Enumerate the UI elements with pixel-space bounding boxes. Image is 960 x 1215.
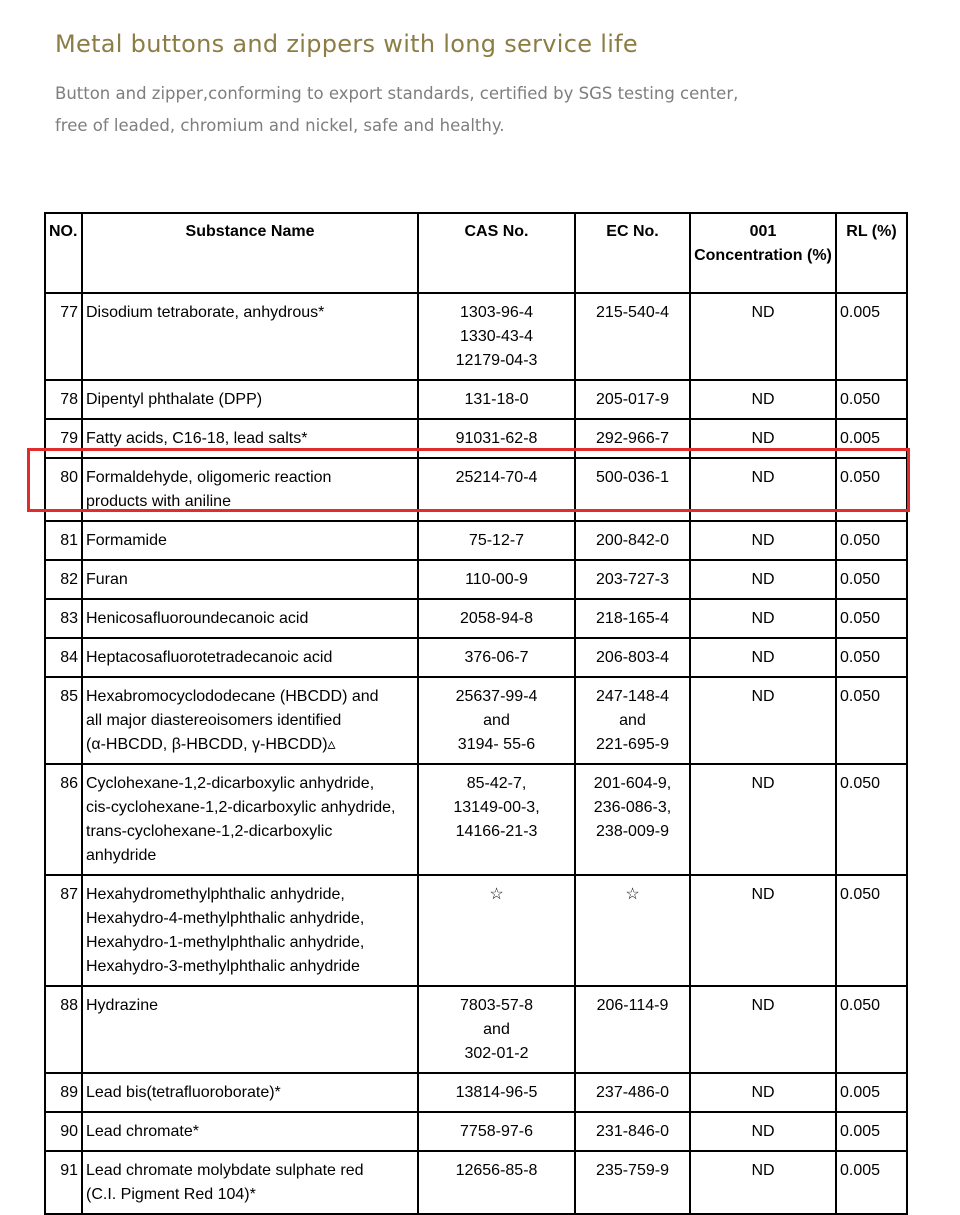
cell-cas-no xyxy=(418,380,575,419)
cell-cas-no xyxy=(418,1112,575,1151)
cell-line: 91031-62-8 xyxy=(455,430,538,447)
cell-line: Formamide xyxy=(86,532,167,549)
subtitle-line: free of leaded, chromium and nickel, safe and healthy. xyxy=(55,116,505,135)
cell-substance-name xyxy=(82,638,418,677)
cell-substance-name xyxy=(82,1112,418,1151)
cell-line: Furan xyxy=(86,571,128,588)
col-header-concentration xyxy=(690,213,836,293)
col-header-substance-name: Substance Name xyxy=(82,213,418,293)
cell-rl: 0.005 xyxy=(836,293,907,380)
table-row xyxy=(45,764,907,875)
cell-concentration: ND xyxy=(690,764,836,875)
table-row xyxy=(45,875,907,986)
cell-line: Henicosafluoroundecanoic acid xyxy=(86,610,309,627)
cell-line: 236-086-3, xyxy=(593,799,672,816)
table-row xyxy=(45,638,907,677)
cell-no: 78 xyxy=(45,380,82,419)
cell-line: and xyxy=(483,712,510,729)
cell-line: 376-06-7 xyxy=(464,649,529,666)
table-row xyxy=(45,986,907,1073)
cell-line: Formaldehyde, oligomeric reaction xyxy=(86,469,332,486)
cell-no: 87 xyxy=(45,875,82,986)
cell-no: 84 xyxy=(45,638,82,677)
cell-no: 88 xyxy=(45,986,82,1073)
page-subtitle xyxy=(55,78,855,142)
cell-rl: 0.050 xyxy=(836,986,907,1073)
substance-table-sheet xyxy=(44,212,906,1215)
cell-rl: 0.005 xyxy=(836,1112,907,1151)
table-row xyxy=(45,1151,907,1214)
table-row xyxy=(45,1073,907,1112)
col-header-line: (%) xyxy=(871,223,897,240)
cell-line: 206-114-9 xyxy=(596,997,669,1014)
cell-line: 200-842-0 xyxy=(596,532,669,549)
cell-cas-no xyxy=(418,986,575,1073)
cell-line: Hexabromocyclododecane (HBCDD) and xyxy=(86,688,379,705)
cell-line: 75-12-7 xyxy=(468,532,525,549)
cell-rl: 0.050 xyxy=(836,521,907,560)
cell-concentration: ND xyxy=(690,458,836,521)
cell-ec-no xyxy=(575,560,690,599)
cell-no: 85 xyxy=(45,677,82,764)
col-header-line: Concentration xyxy=(694,247,803,264)
cell-cas-no xyxy=(418,875,575,986)
cell-cas-no xyxy=(418,293,575,380)
cell-substance-name xyxy=(82,875,418,986)
cell-cas-no xyxy=(418,1151,575,1214)
cell-line: products with aniline xyxy=(86,493,231,510)
cell-line: Fatty acids, C16-18, lead salts* xyxy=(86,430,308,447)
cell-line: and xyxy=(483,1021,510,1038)
table-row-highlighted xyxy=(45,458,907,521)
cell-line: 14166-21-3 xyxy=(455,823,538,840)
cell-line: Cyclohexane-1,2-dicarboxylic anhydride, xyxy=(86,775,375,792)
cell-line: 235-759-9 xyxy=(596,1162,669,1179)
cell-substance-name xyxy=(82,419,418,458)
cell-line: 201-604-9, xyxy=(593,775,672,792)
table-row xyxy=(45,1112,907,1151)
cell-no: 86 xyxy=(45,764,82,875)
cell-ec-no xyxy=(575,764,690,875)
cell-line: (α-HBCDD, β-HBCDD, γ-HBCDD)▵ xyxy=(86,736,336,753)
cell-no: 77 xyxy=(45,293,82,380)
cell-no: 82 xyxy=(45,560,82,599)
col-header-no: NO. xyxy=(45,213,82,293)
cell-cas-no xyxy=(418,419,575,458)
cell-no: 89 xyxy=(45,1073,82,1112)
cell-substance-name xyxy=(82,458,418,521)
cell-ec-no xyxy=(575,419,690,458)
cell-ec-no xyxy=(575,599,690,638)
cell-line: Lead chromate molybdate sulphate red xyxy=(86,1162,364,1179)
cell-line: and xyxy=(619,712,646,729)
cell-line: Dipentyl phthalate (DPP) xyxy=(86,391,263,408)
table-row xyxy=(45,293,907,380)
cell-ec-no xyxy=(575,1151,690,1214)
table-row xyxy=(45,380,907,419)
cell-rl: 0.005 xyxy=(836,1151,907,1214)
cell-concentration: ND xyxy=(690,875,836,986)
cell-concentration: ND xyxy=(690,521,836,560)
cell-cas-no xyxy=(418,560,575,599)
cell-cas-no xyxy=(418,677,575,764)
cell-line: 25637-99-4 xyxy=(455,688,538,705)
cell-ec-no xyxy=(575,380,690,419)
cell-cas-no xyxy=(418,521,575,560)
cell-rl: 0.050 xyxy=(836,458,907,521)
table-row xyxy=(45,560,907,599)
cell-line: 238-009-9 xyxy=(596,823,669,840)
cell-cas-no xyxy=(418,458,575,521)
cell-rl: 0.050 xyxy=(836,764,907,875)
cell-concentration: ND xyxy=(690,560,836,599)
cell-line: 7758-97-6 xyxy=(460,1123,533,1140)
cell-substance-name xyxy=(82,764,418,875)
cell-line: 131-18-0 xyxy=(464,391,529,408)
cell-line: 215-540-4 xyxy=(596,304,669,321)
col-header-cas-no: CAS No. xyxy=(418,213,575,293)
cell-line: 221-695-9 xyxy=(596,736,669,753)
cell-rl: 0.050 xyxy=(836,638,907,677)
cell-substance-name xyxy=(82,599,418,638)
cell-line: anhydride xyxy=(86,847,157,864)
cell-ec-no xyxy=(575,458,690,521)
cell-cas-no xyxy=(418,764,575,875)
cell-line: 13814-96-5 xyxy=(455,1084,538,1101)
cell-line: 302-01-2 xyxy=(464,1045,529,1062)
cell-line: Hexahydromethylphthalic anhydride, xyxy=(86,886,345,903)
cell-substance-name xyxy=(82,521,418,560)
cell-line: cis-cyclohexane-1,2-dicarboxylic anhydride, xyxy=(86,799,396,816)
table-row xyxy=(45,677,907,764)
cell-line: 2058-94-8 xyxy=(460,610,533,627)
cell-substance-name xyxy=(82,560,418,599)
cell-no: 90 xyxy=(45,1112,82,1151)
cell-line: 13149-00-3, xyxy=(453,799,540,816)
cell-line: 292-966-7 xyxy=(596,430,669,447)
table-header-row xyxy=(45,213,907,293)
cell-line: Hexahydro-1-methylphthalic anhydride, xyxy=(86,934,365,951)
cell-rl: 0.050 xyxy=(836,560,907,599)
col-header-line: (%) xyxy=(807,247,832,264)
cell-line: Disodium tetraborate, anhydrous* xyxy=(86,304,325,321)
cell-concentration: ND xyxy=(690,1112,836,1151)
cell-ec-no xyxy=(575,638,690,677)
table-body xyxy=(45,293,907,1214)
substance-table xyxy=(44,212,908,1215)
cell-concentration: ND xyxy=(690,677,836,764)
cell-line: 7803-57-8 xyxy=(460,997,533,1014)
cell-line: trans-cyclohexane-1,2-dicarboxylic xyxy=(86,823,333,840)
table-row xyxy=(45,521,907,560)
cell-substance-name xyxy=(82,986,418,1073)
cell-substance-name xyxy=(82,293,418,380)
cell-substance-name xyxy=(82,677,418,764)
cell-line: 218-165-4 xyxy=(596,610,669,627)
cell-line: Lead bis(tetrafluoroborate)* xyxy=(86,1084,281,1101)
cell-line: Hexahydro-4-methylphthalic anhydride, xyxy=(86,910,365,927)
cell-cas-no xyxy=(418,1073,575,1112)
cell-concentration: ND xyxy=(690,599,836,638)
cell-line: 500-036-1 xyxy=(596,469,669,486)
table-row xyxy=(45,419,907,458)
cell-line: 237-486-0 xyxy=(596,1084,669,1101)
cell-substance-name xyxy=(82,1151,418,1214)
cell-line: 85-42-7, xyxy=(466,775,527,792)
cell-concentration: ND xyxy=(690,293,836,380)
cell-concentration: ND xyxy=(690,1073,836,1112)
cell-no: 81 xyxy=(45,521,82,560)
cell-concentration: ND xyxy=(690,380,836,419)
cell-rl: 0.050 xyxy=(836,875,907,986)
cell-concentration: ND xyxy=(690,638,836,677)
subtitle-line: Button and zipper,conforming to export standards, certified by SGS testing center, xyxy=(55,84,739,103)
cell-line: 247-148-4 xyxy=(596,688,669,705)
cell-ec-no xyxy=(575,521,690,560)
cell-substance-name xyxy=(82,380,418,419)
cell-line: Hexahydro-3-methylphthalic anhydride xyxy=(86,958,360,975)
cell-line: 3194- 55-6 xyxy=(457,736,536,753)
col-header-line: 001 xyxy=(749,223,777,240)
cell-rl: 0.050 xyxy=(836,380,907,419)
cell-ec-no xyxy=(575,875,690,986)
cell-ec-no xyxy=(575,293,690,380)
page-title: Metal buttons and zippers with long service life xyxy=(55,30,638,58)
cell-cas-no xyxy=(418,638,575,677)
cell-line: 231-846-0 xyxy=(596,1123,669,1140)
cell-line: 1303-96-4 xyxy=(460,304,533,321)
cell-no: 79 xyxy=(45,419,82,458)
cell-line: 1330-43-4 xyxy=(460,328,533,345)
cell-ec-no xyxy=(575,986,690,1073)
cell-ec-no xyxy=(575,677,690,764)
col-header-line: RL xyxy=(846,223,868,240)
cell-no: 80 xyxy=(45,458,82,521)
cell-rl: 0.050 xyxy=(836,677,907,764)
cell-line: ☆ xyxy=(489,886,504,903)
cell-rl: 0.005 xyxy=(836,1073,907,1112)
cell-line: Lead chromate* xyxy=(86,1123,199,1140)
cell-cas-no xyxy=(418,599,575,638)
cell-line: ☆ xyxy=(625,886,640,903)
cell-concentration: ND xyxy=(690,986,836,1073)
cell-concentration: ND xyxy=(690,419,836,458)
cell-line: Hydrazine xyxy=(86,997,159,1014)
cell-concentration: ND xyxy=(690,1151,836,1214)
table-row xyxy=(45,599,907,638)
cell-line: 25214-70-4 xyxy=(455,469,538,486)
cell-no: 83 xyxy=(45,599,82,638)
cell-ec-no xyxy=(575,1112,690,1151)
cell-ec-no xyxy=(575,1073,690,1112)
cell-line: 12179-04-3 xyxy=(455,352,538,369)
cell-line: all major diastereoisomers identified xyxy=(86,712,342,729)
cell-line: 206-803-4 xyxy=(596,649,669,666)
cell-line: 12656-85-8 xyxy=(455,1162,538,1179)
cell-line: Heptacosafluorotetradecanoic acid xyxy=(86,649,333,666)
cell-rl: 0.005 xyxy=(836,419,907,458)
cell-substance-name xyxy=(82,1073,418,1112)
cell-line: (C.I. Pigment Red 104)* xyxy=(86,1186,256,1203)
col-header-ec-no: EC No. xyxy=(575,213,690,293)
cell-line: 203-727-3 xyxy=(596,571,669,588)
cell-line: 110-00-9 xyxy=(465,571,528,588)
col-header-rl xyxy=(836,213,907,293)
cell-line: 205-017-9 xyxy=(596,391,669,408)
cell-no: 91 xyxy=(45,1151,82,1214)
cell-rl: 0.050 xyxy=(836,599,907,638)
